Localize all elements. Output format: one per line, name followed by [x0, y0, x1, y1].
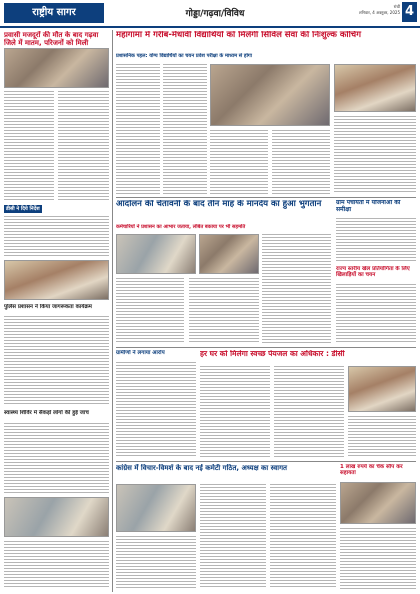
newspaper-brand: राष्ट्रीय सागर: [4, 3, 104, 23]
text-block: [4, 541, 109, 589]
text-block: [4, 91, 54, 201]
story-bottom-left-headline: स्वास्थ्य शिविर में सैकड़ों लोगों की हुई जांच: [4, 410, 89, 416]
text-block: [58, 91, 109, 201]
edition-date: शनिवार, 4 अक्टूबर, 2025: [358, 10, 400, 15]
story-bottom-right-headline: 1 लाख रुपये का चेक सौंप कर सहायता: [340, 464, 403, 477]
edition-city: रांची: [393, 4, 400, 9]
andolan-headline: आंदोलन की चेतावनी के बाद तीन माह के मानदेय का हुआ भुगतान: [116, 200, 322, 209]
text-block: [200, 484, 266, 589]
photo-jal: [348, 366, 416, 412]
text-block: [340, 528, 416, 589]
section-title: गोड्डा/गढ़वा/विविध: [185, 9, 245, 19]
story-mid-left-headline: पुलिस प्रशासन ने किया जागरूकता कार्यक्रम: [4, 304, 92, 310]
text-block: [336, 284, 416, 344]
photo-top-left: [4, 48, 109, 88]
story-top-left-headline: प्रवासी मजदूरों की मौत के बाद गढ़वा जिले में मातम, परिजनों को मिली: [4, 31, 99, 48]
story-bottom-mid-headline: कांग्रेस में विचार-विमर्श के बाद नई कमेटी गठित, अध्यक्ष का स्वागत: [116, 464, 288, 472]
text-block: [334, 116, 416, 194]
text-block: [274, 366, 344, 458]
text-block: [163, 64, 207, 194]
section-divider: [116, 347, 416, 348]
text-block: [272, 130, 330, 194]
text-block: [200, 366, 270, 458]
text-block: [270, 484, 336, 589]
left-box-heading: डीसी ने दिये निर्देश: [6, 206, 40, 212]
photo-bottom-left: [4, 497, 109, 537]
photo-andolan: [116, 234, 196, 274]
text-block: [116, 278, 184, 344]
jal-headline: हर घर को मिलेगा स्वच्छ पेयजल का अधिकार : डीसी: [200, 350, 345, 358]
page-number: 4: [402, 2, 417, 22]
photo-mid-left: [4, 260, 109, 300]
text-block: [262, 234, 331, 344]
edition-meta: [345, 4, 400, 16]
text-block: [4, 316, 109, 406]
text-block: [4, 423, 109, 493]
section-divider: [116, 461, 416, 462]
masthead: [0, 0, 420, 26]
text-block: [336, 218, 416, 262]
main-subheadline: प्रशासनिक पहल: योग्य विद्यार्थियों का चयन प्रवेश परीक्षा के माध्यम से होगा: [116, 53, 252, 59]
story-mid-right-b-headline: राज्य स्तरीय खेल प्रतियोगिता के लिए खिलाड़ियों का चयन: [336, 266, 410, 279]
text-block: [116, 536, 196, 589]
column-divider: [112, 30, 113, 592]
right-small-headline: ग्रामीणों ने लगाया आरोप: [116, 350, 165, 356]
main-headline: महागामा में गरीब-मेधावी विद्यार्थियों को मिलेगी सिविल सेवा की निःशुल्क कोचिंग: [116, 31, 361, 40]
andolan-subheadline: कर्मचारियों ने प्रशासन का आभार जताया, लंबित बकाया पर भी सहमति: [116, 224, 246, 230]
masthead-divider: [0, 26, 420, 28]
photo-main-right: [334, 64, 416, 112]
story-mid-right-a-headline: ग्राम पंचायतों में योजनाओं की समीक्षा: [336, 200, 401, 213]
section-divider: [116, 197, 416, 198]
photo-andolan-2: [199, 234, 259, 274]
photo-main: [210, 64, 330, 126]
photo-bottom-mid: [116, 484, 196, 532]
text-block: [210, 130, 268, 194]
text-block: [348, 416, 416, 458]
text-block: [116, 64, 160, 194]
text-block: [4, 216, 109, 256]
photo-bottom-right: [340, 482, 416, 524]
text-block: [116, 362, 196, 458]
text-block: [189, 278, 259, 344]
